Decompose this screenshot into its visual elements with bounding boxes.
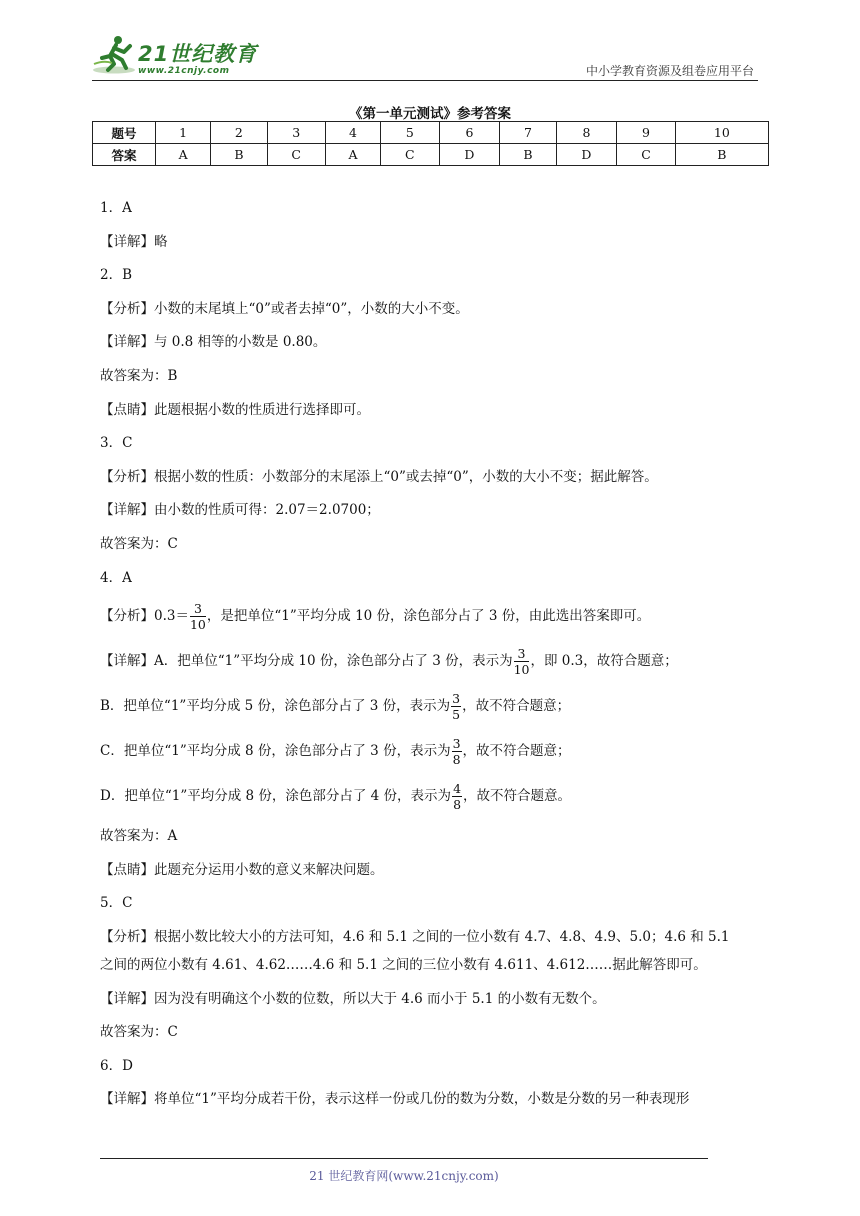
question-number-cell: 6 <box>439 122 500 144</box>
question-number-cell: 1 <box>156 122 211 144</box>
content-line: 2．B <box>100 267 133 284</box>
fraction-denominator: 5 <box>452 707 461 723</box>
content-line: 【详解】略 <box>100 233 168 250</box>
content-line: 故答案为：C <box>100 535 178 552</box>
answer-cell: A <box>156 144 211 166</box>
fraction-denominator: 8 <box>452 752 461 768</box>
row-label-answer: 答案 <box>93 144 156 166</box>
question-number-cell: 10 <box>675 122 768 144</box>
answer-table-number-row <box>93 122 769 144</box>
question-number-cell: 9 <box>617 122 675 144</box>
content-line: 【详解】因为没有明确这个小数的位数，所以大于 4.6 而小于 5.1 的小数有无数个。 <box>100 990 606 1007</box>
content-line: 6．D <box>100 1057 133 1074</box>
fraction-denominator: 8 <box>453 797 462 813</box>
fraction-numerator: 3 <box>190 601 206 617</box>
answer-table <box>92 121 769 166</box>
answer-cell: D <box>556 144 617 166</box>
answer-cell: A <box>325 144 380 166</box>
fraction <box>190 601 206 632</box>
content-line: 【分析】根据小数的性质：小数部分的末尾添上“0”或去掉“0”，小数的大小不变；据此解答。 <box>100 468 658 485</box>
answer-cell: B <box>500 144 556 166</box>
fraction-denominator: 10 <box>513 662 530 678</box>
content-line <box>100 689 765 734</box>
content-line <box>100 734 765 779</box>
fraction <box>451 691 461 722</box>
line-text: D．把单位“1”平均分成 8 份，涂色部分占了 4 份，表示为 <box>100 788 452 805</box>
fraction-numerator: 4 <box>453 781 462 797</box>
question-number-cell: 4 <box>325 122 380 144</box>
fraction <box>514 646 530 677</box>
content-line: 【详解】将单位“1”平均分成若干份，表示这样一份或几份的数为分数，小数是分数的另一种表现形 <box>100 1091 690 1108</box>
line-text: 【分析】0.3＝ <box>100 608 189 625</box>
line-text: ，故不符合题意； <box>462 698 571 715</box>
content-line: 故答案为：B <box>100 367 178 384</box>
content-line: 【详解】与 0.8 相等的小数是 0.80。 <box>100 334 327 351</box>
line-text: C．把单位“1”平均分成 8 份，涂色部分占了 3 份，表示为 <box>100 743 451 760</box>
question-number-cell: 5 <box>381 122 439 144</box>
line-text: 【详解】A．把单位“1”平均分成 10 份，涂色部分占了 3 份，表示为 <box>100 653 513 670</box>
content-line: 【分析】小数的末尾填上“0”或者去掉“0”，小数的大小不变。 <box>100 300 469 317</box>
content-line: 之间的两位小数有 4.61、4.62……4.6 和 5.1 之间的三位小数有 4.611、4.612……据此解答即可。 <box>100 956 707 973</box>
content-line: 【详解】由小数的性质可得：2.07＝2.0700； <box>100 502 380 519</box>
logo <box>92 34 258 76</box>
answer-cell: C <box>381 144 439 166</box>
content-line: 4．A <box>100 569 132 586</box>
content-line: 【分析】根据小数比较大小的方法可知，4.6 和 5.1 之间的一位小数有 4.7、4.8、4.9、5.0；4.6 和 5.1 <box>100 928 730 945</box>
question-number-cell: 3 <box>267 122 325 144</box>
answer-table-answer-row <box>93 144 769 166</box>
line-text: ，故不符合题意。 <box>463 788 572 805</box>
content-line <box>100 779 765 824</box>
answer-cell: B <box>211 144 267 166</box>
answer-cell: C <box>617 144 675 166</box>
line-text: ，故不符合题意； <box>462 743 571 760</box>
answer-cell: C <box>267 144 325 166</box>
question-number-cell: 8 <box>556 122 617 144</box>
content-line <box>100 644 765 689</box>
answer-cell: D <box>439 144 500 166</box>
fraction-numerator: 3 <box>452 691 461 707</box>
fraction-denominator: 10 <box>189 617 206 633</box>
logo-text <box>138 38 268 76</box>
document-title: 《第一单元测试》参考答案 <box>349 106 511 122</box>
row-label-number: 题号 <box>93 122 156 144</box>
content-line: 3．C <box>100 435 133 452</box>
line-text: ，即 0.3，故符合题意； <box>530 653 678 670</box>
content-line: 1．A <box>100 200 132 216</box>
page-footer: 21 世纪教育网(www.21cnjy.com) <box>100 1158 708 1184</box>
line-text: ，是把单位“1”平均分成 10 份，涂色部分占了 3 份，由此选出答案即可。 <box>206 608 651 625</box>
fraction-numerator: 3 <box>514 646 530 662</box>
question-number-cell: 7 <box>500 122 556 144</box>
platform-name: 中小学教育资源及组卷应用平台 <box>585 64 754 78</box>
runner-logo-icon <box>92 34 140 76</box>
solution-content <box>100 196 765 1121</box>
fraction-numerator: 3 <box>452 736 461 752</box>
content-line: 5．C <box>100 895 133 912</box>
line-text: B．把单位“1”平均分成 5 份，涂色部分占了 3 份，表示为 <box>100 698 451 715</box>
page-header <box>92 30 758 81</box>
fraction <box>452 736 462 767</box>
content-line: 故答案为：C <box>100 1024 178 1041</box>
content-line: 故答案为：A <box>100 828 178 845</box>
question-number-cell: 2 <box>211 122 267 144</box>
logo-url-text: www.21cnjy.com <box>138 66 230 76</box>
content-line <box>100 599 765 644</box>
fraction <box>452 781 462 812</box>
answer-cell: B <box>675 144 768 166</box>
content-line: 【点睛】此题充分运用小数的意义来解决问题。 <box>100 861 384 878</box>
content-line: 【点睛】此题根据小数的性质进行选择即可。 <box>100 401 370 418</box>
logo-main-text: 21世纪教育 <box>138 42 258 66</box>
